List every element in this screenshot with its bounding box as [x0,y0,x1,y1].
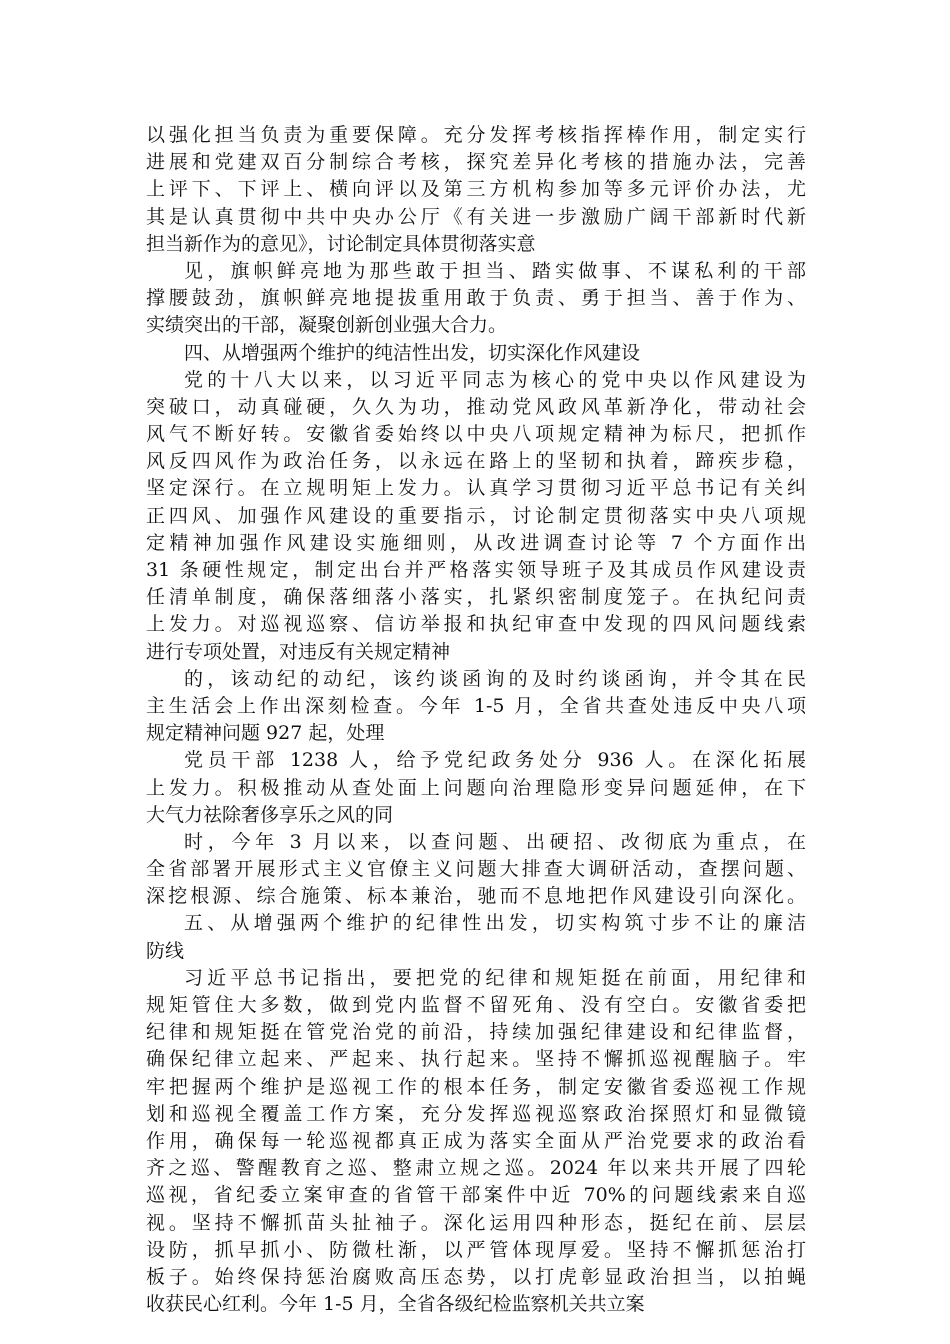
text-line: 实绩突出的干部，凝聚创新创业强大合力。 [146,314,508,337]
text-line: 党员干部 1238 人，给予党纪政务处分 936 人。在深化拓展 [184,749,806,772]
text-line: 任清单制度，确保落细落小落实，扎紧织密制度笼子。在执纪问责 [146,586,806,609]
text-line: 正四风、加强作风建设的重要指示，讨论制定贯彻落实中央八项规 [146,504,806,527]
text-line: 的，该动纪的动纪，该约谈函询的及时约谈函询，并令其在民 [184,667,806,690]
text-line: 担当新作为的意见》，讨论制定具体贯彻落实意 [146,232,536,255]
text-line: 时，今年 3 月以来，以查问题、出硬招、改彻底为重点，在 [184,830,806,853]
text-line: 五、从增强两个维护的纪律性出发，切实构筑寸步不让的廉洁 [184,912,806,935]
text-line: 上发力。对巡视巡察、信访举报和执纪审查中发现的四风问题线索 [146,613,806,636]
text-line: 板子。始终保持惩治腐败高压态势，以打虎彰显政治担当，以拍蝇 [146,1265,806,1288]
text-line: 31 条硬性规定，制定出台并严格落实领导班子及其成员作风建设责 [146,559,806,581]
text-line: 以强化担当负责为重要保障。充分发挥考核指挥棒作用，制定实行 [146,124,806,146]
text-line: 规矩管住大多数，做到党内监督不留死角、没有空白。安徽省委把 [146,994,806,1016]
text-line: 定精神加强作风建设实施细则，从改进调查讨论等 7 个方面作出 [146,531,806,554]
text-line: 设防，抓早抓小、防微杜渐，以严管体现厚爱。坚持不懈抓惩治打 [146,1238,806,1261]
text-line: 作用，确保每一轮巡视都真正成为落实全面从严治党要求的政治看 [146,1129,806,1152]
text-line: 划和巡视全覆盖工作方案，充分发挥巡视巡察政治探照灯和显微镜 [146,1102,806,1125]
text-line: 大气力祛除奢侈享乐之风的同 [146,803,394,826]
text-line: 上发力。积极推动从查处面上问题向治理隐形变异问题延伸，在下 [146,776,806,799]
text-line: 坚定深行。在立规明矩上发力。认真学习贯彻习近平总书记有关纠 [146,477,806,500]
text-line: 上评下、下评上、横向评以及第三方机构参加等多元评价办法，尤 [146,178,806,201]
text-line: 全省部署开展形式主义官僚主义问题大排查大调研活动，查摆问题、 [146,858,806,881]
text-line: 习近平总书记指出，要把党的纪律和规矩挺在前面，用纪律和 [184,966,806,989]
text-line: 突破口，动真碰硬，久久为功，推动党风政风革新净化，带动社会 [146,395,806,418]
text-line: 视。坚持不懈抓苗头扯袖子。深化运用四种形态，挺纪在前、层层 [146,1211,806,1234]
text-line: 进展和党建双百分制综合考核，探究差异化考核的措施办法，完善 [146,151,806,174]
text-line: 确保纪律立起来、严起来、执行起来。坚持不懈抓巡视醒脑子。牢 [146,1048,806,1071]
text-line: 主生活会上作出深刻检查。今年 1-5 月，全省共查处违反中央八项 [146,694,806,717]
text-line: 规定精神问题 927 起，处理 [146,722,385,745]
text-line: 撑腰鼓劲，旗帜鲜亮地提拔重用敢于负责、勇于担当、善于作为、 [146,287,806,310]
text-line: 四、从增强两个维护的纯洁性出发，切实深化作风建设 [184,341,641,364]
text-line: 纪律和规矩挺在管党治党的前沿，持续加强纪律建设和纪律监督， [146,1021,806,1044]
text-line: 其是认真贯彻中共中央办公厅《有关进一步激励广阔干部新时代新 [146,205,806,228]
text-line: 风反四风作为政治任务，以永远在路上的坚韧和执着，蹄疾步稳， [146,450,806,473]
text-line: 党的十八大以来，以习近平同志为核心的党中央以作风建设为 [184,368,806,391]
text-line: 牢把握两个维护是巡视工作的根本任务，制定安徽省委巡视工作规 [146,1075,806,1098]
text-line: 齐之巡、警醒教育之巡、整肃立规之巡。2024 年以来共开展了四轮 [146,1157,806,1180]
text-line: 深挖根源、综合施策、标本兼治，驰而不息地把作风建设引向深化。 [146,885,806,908]
text-line: 巡视，省纪委立案审查的省管干部案件中近 70%的问题线索来自巡 [146,1184,806,1207]
text-line: 收获民心红利。今年 1-5 月，全省各级纪检监察机关共立案 [146,1293,645,1316]
text-line: 风气不断好转。安徽省委始终以中央八项规定精神为标尺，把抓作 [146,423,806,446]
text-line: 见，旗帜鲜亮地为那些敢于担当、踏实做事、不谋私利的干部 [184,259,806,282]
text-line: 进行专项处置，对违反有关规定精神 [146,640,451,663]
text-line: 防线 [146,939,185,962]
document-page [146,122,806,1318]
